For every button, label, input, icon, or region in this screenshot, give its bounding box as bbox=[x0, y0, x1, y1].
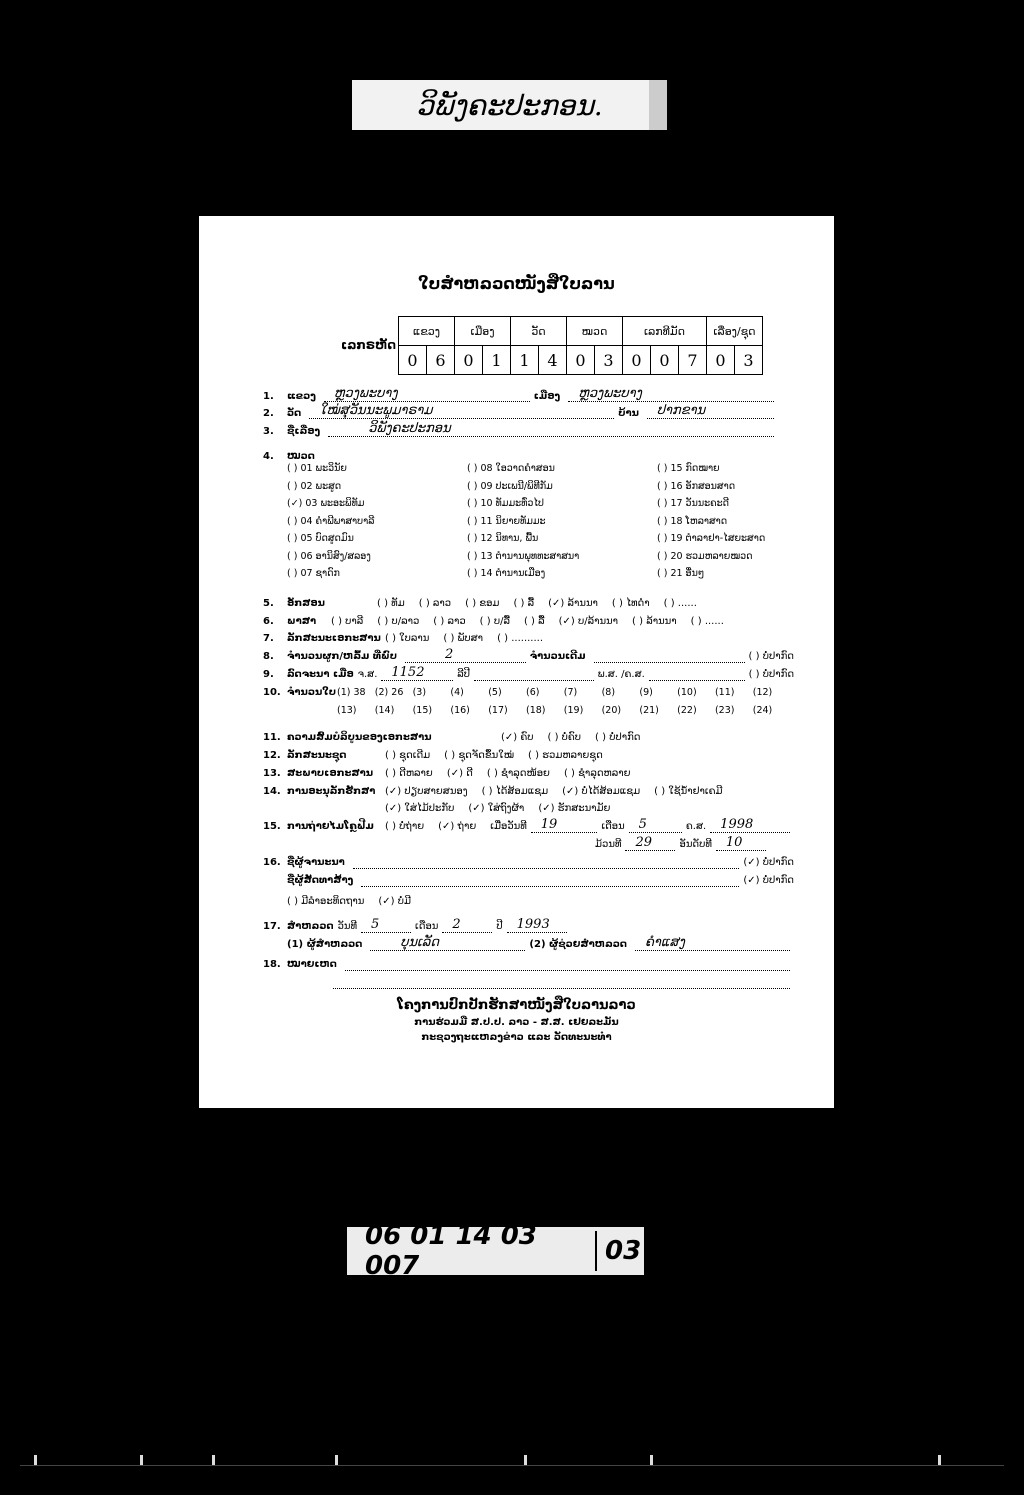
district-value: ຫຼວງພະບາງ bbox=[578, 386, 642, 401]
option-cell: ( ) ໄທດຳ bbox=[611, 597, 650, 609]
era-year-value: 1152 bbox=[391, 664, 425, 680]
temple-field bbox=[309, 403, 614, 419]
category-option: ( ) 08 ໃອວາດຄຳສອນ bbox=[467, 463, 555, 474]
survey-day-field bbox=[361, 916, 411, 933]
language-row bbox=[263, 613, 794, 629]
surveyor-row bbox=[287, 936, 794, 952]
line-number: 5. bbox=[263, 597, 274, 609]
condition-label: ສະພາບເອກະສານ bbox=[287, 767, 374, 779]
reg-digit-cell: 0 bbox=[651, 346, 679, 375]
frame-label: ອັນດັບທີ bbox=[679, 838, 712, 850]
category-option: ( ) 11 ນິຍາຍທັມມະ bbox=[467, 515, 546, 527]
script-label: ອັກສອນ bbox=[287, 597, 325, 609]
leaf-count-cell: (3) bbox=[412, 687, 427, 698]
remarks-label: ໝາຍເຫດ bbox=[287, 958, 337, 970]
option-cell: ( ) ລາວ bbox=[433, 615, 466, 627]
surveyor-field bbox=[370, 934, 525, 951]
line-number: 8. bbox=[263, 650, 274, 662]
option-cell: ( ) ໃຊ້ນ້ຳຢາເຄມີ bbox=[654, 785, 723, 797]
category-line bbox=[263, 446, 778, 462]
village-field bbox=[647, 403, 774, 419]
leaf-count-cell: (22) bbox=[677, 705, 697, 716]
film-edge-mark bbox=[34, 1455, 37, 1465]
category-option: ( ) 13 ຕຳນານພຸທທະສາສນາ bbox=[467, 550, 580, 562]
footer-project: ໂຄງການປົກປັກຮັກສາໜັງສືໃບລານລາວ bbox=[397, 998, 636, 1013]
film-day-value: 19 bbox=[540, 816, 558, 832]
category-option: (✓) 03 ພະອະພິທັມ bbox=[287, 498, 365, 509]
film-date-label: ເມື່ອວັນທີ bbox=[490, 820, 527, 832]
story-name-label: ຊື່ເລື່ອງ bbox=[287, 426, 321, 437]
leaf-count-cell: (23) bbox=[714, 705, 735, 716]
line-number: 6. bbox=[263, 615, 274, 627]
assistant-label: (2) ຜູ້ຊ່ວຍສຳຫລວດ bbox=[529, 938, 627, 950]
film-month-label: ເດືອນ bbox=[601, 820, 625, 832]
survey-month-label: ເດືອນ bbox=[415, 920, 439, 932]
leaf-count-cell: (15) bbox=[412, 705, 433, 716]
reg-digit-cell: 0 bbox=[399, 346, 427, 375]
line-number: 12. bbox=[263, 749, 281, 761]
option-cell: ( ) ດີຫລາຍ bbox=[385, 767, 433, 779]
document-title-label bbox=[352, 80, 667, 130]
form-title: ໃບສຳຫລວດໜັງສືໃບລານ bbox=[418, 274, 615, 293]
category-option: ( ) 20 ຮວມຫລາຍໝວດ bbox=[657, 550, 753, 562]
material-row bbox=[263, 630, 794, 646]
completeness-options bbox=[501, 732, 655, 743]
option-cell: (✓) ຮັກສະນາມັຍ bbox=[538, 802, 611, 814]
option-cell: ( ) ລາວ bbox=[418, 597, 452, 609]
script-row bbox=[263, 595, 794, 611]
survey-day-label: ວັນທີ bbox=[337, 920, 358, 932]
option-cell: ( ) ມີລຳອະທິດຖານ bbox=[287, 895, 365, 907]
leaf-count-cell: (18) bbox=[525, 705, 546, 716]
remarks-row bbox=[263, 956, 794, 972]
surveyor-value: ບຸນເລັດ bbox=[400, 934, 440, 950]
year-name-label: ລີປີ bbox=[457, 668, 470, 680]
year-name-field bbox=[474, 668, 594, 681]
set-type-options bbox=[385, 750, 617, 761]
province-field bbox=[324, 386, 530, 402]
leaf-count-row-1 bbox=[337, 687, 791, 698]
microfilm-code-label bbox=[347, 1221, 644, 1281]
category-option: ( ) 04 ຄຳພີພາສາບາລີ bbox=[287, 515, 375, 527]
category-option: ( ) 16 ອັກສອນສາດ bbox=[657, 480, 736, 492]
category-option: ( ) 21 ອື່ນໆ bbox=[657, 568, 705, 579]
surveyor-label: (1) ຜູ້ສຳຫລວດ bbox=[287, 938, 363, 950]
leaf-count-cell: (20) bbox=[601, 705, 622, 716]
microfilm-label: ການຖ່າຍໄມໂຄຼຟີມ bbox=[287, 820, 374, 832]
option-cell: (✓) ໃສ່ຖົງຜ້າ bbox=[468, 802, 525, 814]
line-number: 9. bbox=[263, 668, 274, 680]
frame-value: 10 bbox=[725, 834, 743, 850]
line-number: 2. bbox=[263, 408, 274, 419]
survey-form-sheet bbox=[199, 216, 834, 1108]
option-cell: ( ) ບາລີ bbox=[331, 615, 364, 627]
be-ce-field bbox=[649, 668, 745, 681]
leaf-count-cell: (6) bbox=[525, 687, 540, 698]
bundle-count-label: ຈຳນວນຜູກ/ຫລົ້ມ ທີ່ພົບ bbox=[287, 650, 397, 662]
film-edge-line bbox=[20, 1465, 1004, 1466]
roll-label: ມ້ວນທີ bbox=[595, 838, 622, 850]
option-cell: (✓) ປຽບສາຍສນອງ bbox=[385, 785, 468, 797]
leaf-count-cell: (4) bbox=[450, 687, 464, 698]
bundle-count-row bbox=[263, 648, 794, 664]
option-cell: ( ) ບໍ່ປາກົດ bbox=[595, 731, 641, 743]
preservation-options bbox=[385, 786, 737, 797]
preservation-label: ການອະນຸລັກຮັກສາ bbox=[287, 785, 376, 797]
option-cell: (✓) ບໍ່ມີ bbox=[378, 895, 412, 907]
reg-header-cell: ແຂວງ bbox=[399, 317, 455, 346]
assistant-value: ຄຳແສງ bbox=[644, 934, 685, 950]
original-count-label: ຈຳນວນເດີມ bbox=[529, 650, 586, 662]
leaf-count-cell: (17) bbox=[488, 705, 508, 716]
material-label: ລັກສະນະເອກະສານ bbox=[287, 632, 381, 644]
category-option: ( ) 19 ຕຳລາຢາ-ໄສຍະສາດ bbox=[657, 533, 766, 544]
survey-year-field bbox=[507, 916, 567, 933]
option-cell: (✓) ຄົບ bbox=[501, 731, 534, 743]
story-name-field bbox=[328, 421, 774, 437]
village-label: ບ້ານ bbox=[618, 408, 639, 419]
reg-digit-cell: 7 bbox=[679, 346, 707, 375]
era-year-field bbox=[381, 664, 453, 681]
script-options bbox=[377, 598, 711, 609]
leaf-count-label: ຈຳນວນໃບ bbox=[287, 686, 337, 698]
footer-cooperation: ການຮ່ວມມື ສ.ປ.ປ. ລາວ - ສ.ສ. ເຢຍລະມັນ bbox=[414, 1017, 619, 1028]
line-number: 17. bbox=[263, 920, 281, 932]
microfilm-code: 06 01 14 03 007 bbox=[365, 1221, 537, 1281]
reg-header-cell: ເລກທີມັດ bbox=[623, 317, 707, 346]
tape-mark bbox=[649, 80, 667, 130]
code-separator bbox=[595, 1231, 597, 1271]
category-option: ( ) 17 ວັນນະຄະດີ bbox=[657, 498, 729, 509]
remarks-row-2 bbox=[329, 974, 794, 990]
line-number: 3. bbox=[263, 426, 274, 437]
category-option: ( ) 07 ຊາດົກ bbox=[287, 568, 340, 579]
material-options bbox=[385, 633, 557, 644]
category-option: ( ) 05 ບົດສູດມົນ bbox=[287, 533, 354, 544]
film-year-value: 1998 bbox=[720, 816, 754, 832]
film-edge-mark bbox=[650, 1455, 653, 1465]
line-number: 7. bbox=[263, 632, 274, 644]
reg-digit-cell: 0 bbox=[623, 346, 651, 375]
option-cell: (✓) ດີ bbox=[446, 767, 473, 779]
category-option: ( ) 06 ອານິສົງ/ສລອງ bbox=[287, 550, 371, 562]
reg-digit-cell: 3 bbox=[735, 346, 763, 375]
leaf-count-row-2 bbox=[337, 705, 791, 716]
sponsor-field bbox=[361, 874, 739, 887]
option-cell: ( ) ...... bbox=[663, 597, 697, 609]
author-not-appear: (✓) ບໍ່ປາກົດ bbox=[743, 856, 794, 868]
category-options bbox=[287, 463, 797, 583]
set-type-row bbox=[263, 747, 794, 763]
film-edge-mark bbox=[938, 1455, 941, 1465]
condition-row bbox=[263, 765, 794, 781]
film-edge-mark bbox=[212, 1455, 215, 1465]
category-label: ໝວດ bbox=[287, 451, 315, 462]
option-cell: ( ) ຊຳລຸດໜ້ອຍ bbox=[486, 767, 550, 779]
option-cell: ( ) ບ/ລາວ bbox=[377, 615, 420, 627]
option-cell: ( ) ລື້ bbox=[523, 615, 545, 627]
line-number: 1. bbox=[263, 391, 274, 402]
survey-year-value: 1993 bbox=[516, 916, 550, 932]
line-number: 18. bbox=[263, 958, 281, 970]
original-count-field bbox=[594, 650, 745, 663]
sponsor-row bbox=[263, 872, 794, 888]
condition-options bbox=[385, 768, 644, 779]
survey-month-value: 2 bbox=[452, 916, 461, 932]
film-month-value: 5 bbox=[638, 816, 647, 832]
line-number: 4. bbox=[263, 451, 274, 462]
leaf-count-cell: (2) 26 bbox=[374, 687, 404, 698]
author-field bbox=[353, 856, 740, 869]
remarks-field-2 bbox=[333, 976, 790, 989]
option-cell: ( ) ໄດ້ສ້ອມແຊມ bbox=[481, 785, 549, 797]
survey-date-row bbox=[263, 918, 794, 934]
option-cell: ( ) ຊຸດເດີມ bbox=[385, 749, 431, 761]
preservation-options-2 bbox=[385, 803, 624, 814]
option-cell: ( ) ໃບລານ bbox=[385, 632, 430, 644]
reg-header-cell: ເມືອງ bbox=[455, 317, 511, 346]
bundle-count-value: 2 bbox=[445, 646, 454, 662]
temple-line bbox=[263, 403, 778, 419]
film-month-field bbox=[629, 816, 682, 833]
survey-month-field bbox=[442, 916, 492, 933]
category-option: ( ) 01 ພະວິນັຍ bbox=[287, 463, 347, 474]
story-name-value: ວິພັງຄະປະກອນ bbox=[368, 421, 451, 436]
leaf-count-cell: (12) bbox=[752, 687, 773, 698]
language-label: ພາສາ bbox=[287, 615, 317, 627]
leaf-count-cell: (21) bbox=[639, 705, 659, 716]
microfilm-code-suffix: 03 bbox=[605, 1236, 642, 1266]
option-cell: ( ) ບໍ່ຖ່າຍ bbox=[385, 820, 425, 832]
category-option: ( ) 10 ທັມມະທົ່ວໄປ bbox=[467, 498, 544, 509]
option-cell: (✓) ຖ່າຍ bbox=[438, 820, 477, 832]
footer-ministry: ກະຊວງຖະແຫລງຂ່າວ ແລະ ວັດທະນະທຳ bbox=[421, 1032, 612, 1043]
preservation-row bbox=[263, 783, 794, 799]
title-line bbox=[263, 421, 778, 437]
dedication-row bbox=[287, 893, 794, 909]
leaf-count-cell: (16) bbox=[450, 705, 470, 716]
line-number: 11. bbox=[263, 731, 281, 743]
province-label: ແຂວງ bbox=[287, 391, 316, 402]
option-cell: (✓) ລ້ານນາ bbox=[548, 597, 598, 609]
temple-value: ໃໝ່ສຸວັນນະພູມາຣາມ bbox=[319, 403, 433, 418]
leaf-count-cell: (24) bbox=[752, 705, 773, 716]
category-option: ( ) 09 ປະເພນີ/ພິທີກັມ bbox=[467, 480, 553, 492]
author-label: ຊື່ຜູ້ຈານະນາ bbox=[287, 856, 345, 868]
category-option: ( ) 14 ຕຳນານເມືອງ bbox=[467, 568, 546, 579]
completeness-row bbox=[263, 729, 794, 745]
completeness-label: ຄວາມສົມບໍລິບູນຂອງເອກະສານ bbox=[287, 731, 432, 743]
bundle-count-field bbox=[405, 646, 526, 663]
district-label: ເມືອງ bbox=[533, 391, 561, 402]
not-appear-option: ( ) ບໍ່ປາກົດ bbox=[748, 650, 794, 662]
set-type-label: ລັກສະນະຊຸດ bbox=[287, 749, 347, 761]
film-day-field bbox=[531, 816, 598, 833]
option-cell: (✓) ໃສ່ໄມ້ປະກັບ bbox=[385, 802, 455, 814]
not-appear-option: ( ) ບໍ່ປາກົດ bbox=[748, 668, 795, 680]
option-cell: (✓) ບໍ່ໄດ້ສ້ອມແຊມ bbox=[562, 785, 641, 797]
roll-frame-row bbox=[595, 836, 794, 852]
leaf-count-cell: (1) 38 bbox=[337, 687, 366, 698]
registration-label: ເລກຣຫັດ bbox=[341, 338, 396, 352]
leaf-count-cell: (10) bbox=[677, 687, 697, 698]
temple-label: ວັດ bbox=[287, 408, 302, 419]
province-value: ຫຼວງພະບາງ bbox=[333, 386, 398, 401]
be-ce-label: ພ.ສ. /ຄ.ສ. bbox=[597, 668, 645, 680]
film-year-field bbox=[710, 816, 790, 833]
dedication-options bbox=[287, 896, 425, 907]
film-year-label: ຄ.ສ. bbox=[685, 820, 707, 832]
assistant-field bbox=[635, 934, 790, 951]
option-cell: ( ) ຮວມຫລາຍຊຸດ bbox=[528, 749, 603, 761]
reg-digit-cell: 1 bbox=[483, 346, 511, 375]
leaf-count-cell: (14) bbox=[374, 705, 395, 716]
written-date-label: ລົດຈະນາ ເມື່ອ bbox=[287, 668, 354, 680]
survey-label: ສຳຫລວດ bbox=[287, 920, 334, 932]
reg-digit-cell: 0 bbox=[455, 346, 483, 375]
reg-header-cell: ໝວດ bbox=[567, 317, 623, 346]
option-cell: ( ) ບໍ່ຄົບ bbox=[547, 731, 582, 743]
line-number: 10. bbox=[263, 686, 281, 698]
reg-digit-cell: 6 bbox=[427, 346, 455, 375]
leaf-count-cell: (8) bbox=[601, 687, 616, 698]
option-cell: ( ) ຂອມ bbox=[465, 597, 500, 609]
language-options bbox=[331, 616, 738, 627]
remarks-field bbox=[345, 958, 790, 971]
reg-digit-cell: 3 bbox=[595, 346, 623, 375]
district-field bbox=[568, 386, 774, 402]
option-cell: ( ) ຊຳລຸດຫລາຍ bbox=[563, 767, 631, 779]
reg-header-cell: ວັດ bbox=[511, 317, 567, 346]
reg-digit-cell: 0 bbox=[707, 346, 735, 375]
roll-field bbox=[625, 834, 675, 851]
film-edge-mark bbox=[140, 1455, 143, 1465]
roll-value: 29 bbox=[635, 834, 653, 850]
film-edge-mark bbox=[335, 1455, 338, 1465]
option-cell: ( ) ລື້ bbox=[513, 597, 535, 609]
leaf-count-cell: (5) bbox=[488, 687, 502, 698]
microfilm-options bbox=[385, 821, 490, 832]
leaf-count-cell: (13) bbox=[337, 705, 357, 716]
frame-field bbox=[716, 834, 766, 851]
survey-year-label: ປີ bbox=[496, 920, 503, 932]
category-option: ( ) 02 ພະສູດ bbox=[287, 480, 342, 492]
written-date-row bbox=[263, 666, 794, 682]
option-cell: ( ) ລ້ານນາ bbox=[632, 615, 677, 627]
line-number: 13. bbox=[263, 767, 281, 779]
survey-day-value: 5 bbox=[371, 916, 380, 932]
village-value: ປາກຂານ bbox=[656, 403, 706, 418]
option-cell: ( ) ທັມ bbox=[377, 597, 405, 609]
sponsor-label: ຊື່ຜູ້ສັດທາສ້າງ bbox=[287, 874, 354, 886]
line-number: 16. bbox=[263, 856, 281, 868]
option-cell: ( ) ບ/ລື້ bbox=[479, 615, 510, 627]
option-cell: ( ) ...... bbox=[690, 615, 724, 627]
category-option: ( ) 15 ກົດໝາຍ bbox=[657, 463, 720, 474]
leaf-count-cell: (19) bbox=[563, 705, 584, 716]
leaf-count-cell: (7) bbox=[563, 687, 578, 698]
option-cell: ( ) ພັບສາ bbox=[443, 632, 484, 644]
category-option: ( ) 18 ໂຫລາສາດ bbox=[657, 515, 728, 527]
reg-digit-cell: 4 bbox=[539, 346, 567, 375]
registration-code-table bbox=[398, 316, 763, 375]
reg-digit-cell: 1 bbox=[511, 346, 539, 375]
leaf-count-cell: (11) bbox=[714, 687, 735, 698]
option-cell: (✓) ບ/ລ້ານນາ bbox=[558, 615, 619, 627]
film-edge-mark bbox=[524, 1455, 527, 1465]
reg-header-cell: ເລື່ອງ/ຊຸດ bbox=[707, 317, 763, 346]
author-row bbox=[263, 854, 794, 870]
option-cell: ( ) .......... bbox=[497, 632, 544, 644]
line-number: 15. bbox=[263, 820, 281, 832]
province-line bbox=[263, 386, 778, 402]
era-prefix: ຈ.ສ. bbox=[357, 668, 378, 680]
category-option: ( ) 12 ນິທານ, ພື້ນ bbox=[467, 533, 539, 544]
top-label-text: ວິພັງຄະປະກອນ. bbox=[416, 88, 603, 122]
microfilm-row bbox=[263, 818, 794, 834]
preservation-row-2 bbox=[385, 800, 794, 816]
sponsor-not-appear: (✓) ບໍ່ປາກົດ bbox=[743, 874, 794, 886]
option-cell: ( ) ຊຸດຈັດຂຶ້ນໃໝ່ bbox=[444, 749, 514, 761]
line-number: 14. bbox=[263, 785, 281, 797]
reg-digit-cell: 0 bbox=[567, 346, 595, 375]
leaf-count-cell: (9) bbox=[639, 687, 653, 698]
